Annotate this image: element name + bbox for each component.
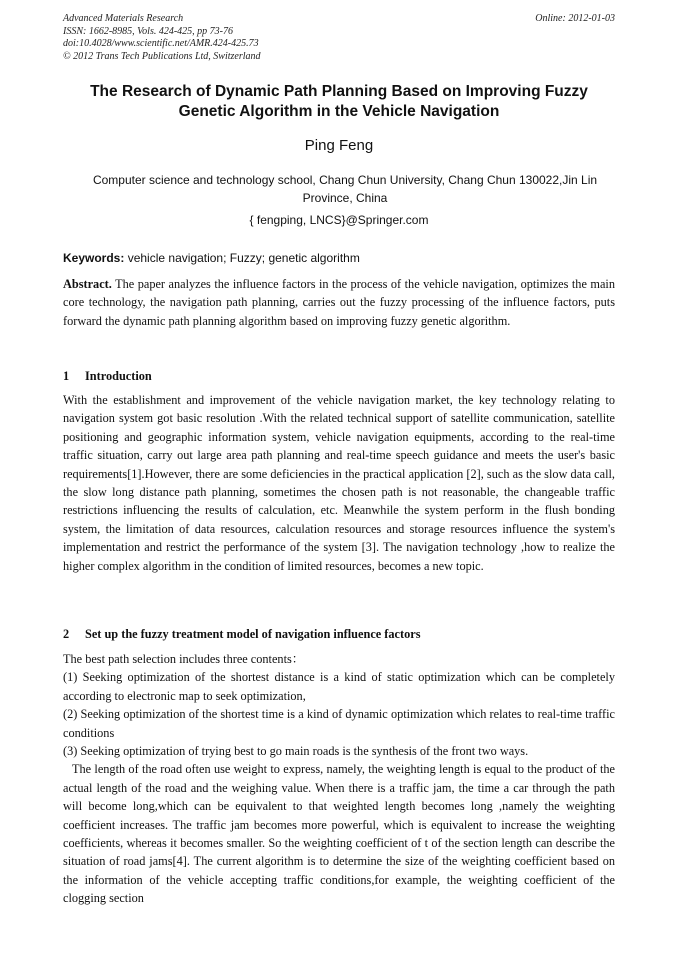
journal-name: Advanced Materials Research [63, 13, 184, 24]
abstract-label: Abstract. [63, 277, 112, 291]
section-heading-introduction [63, 368, 615, 384]
introduction-paragraph: With the establishment and improvement of the vehicle navigation market, the key technology relating to navigation system got basic resolution .With the related technical support of satellite communication, satellite positioning and geographic information system, vehicle navigation equipments, according to the real-time traffic situation, carry out large area path planning and real-time speech guidance and meets the user's basic requirements[1].However, there are some deficiencies in the practical application [2], such as the slow data call, the slow long distance path planning, sometimes the chosen path is not reasonable, the changeable traffic restrictions influencing the results of calculation, etc. Meanwhile the system perform in the flush bonding system, the limitation of data resources, calculation resources and storage resources influence the system's implementation and restrict the performance of the system [3]. The navigation technology ,how to realize the higher complex algorithm in the condition of limited resources, becomes a new topic. [63, 393, 615, 573]
issn-line: ISSN: 1662-8985, Vols. 424-425, pp 73-76 [63, 25, 233, 37]
online-date: Online: 2012-01-03 [535, 13, 615, 24]
list-item: (1) Seeking optimization of the shortest distance is a kind of static optimization which can be completely according to electronic map to seek optimization, [63, 670, 615, 703]
author-name: Ping Feng [304, 137, 374, 154]
paragraph: The best path selection includes three contents： [63, 652, 305, 666]
paragraph: The length of the road often use weight to express, namely, the weighting length is equal to the product of the actual length of the road and the weighing value. When there is a traffic jam, the time a car through the path will become long,which can be equivalent to that weighted length becomes long ,namely the weighting coefficient increases. The traffic jam becomes more powerful, which is equivalent to increase the weighting coefficients, whereas it becomes smaller. So the weighting coefficient of t of the section length can describe the situation of road jams[4]. The current algorithm is to determine the size of the weighting coefficient based on the information of the vehicle accepting traffic conditions,for example, the weighting coefficient of the clogging section [63, 762, 615, 906]
author-affiliation: Computer science and technology school, Chang Chun University, Chang Chun 130022,Jin Lin Province, China [92, 173, 598, 205]
section-heading-fuzzy-model [63, 626, 615, 642]
keywords-text: vehicle navigation; Fuzzy; genetic algorithm [127, 251, 360, 265]
list-item: (2) Seeking optimization of the shortest time is a kind of dynamic optimization which relates to real-time traffic conditions [63, 707, 615, 740]
keywords-label: Keywords: [63, 251, 125, 265]
abstract [63, 275, 615, 330]
abstract-text: The paper analyzes the influence factors in the process of the vehicle navigation, optimizes the main core technology, the navigation path planning, carries out the fuzzy processing of the influence factors, puts forward the dynamic path planning algorithm based on improving fuzzy genetic algorithm. [63, 277, 615, 328]
author-email: { fengping, LNCS}@Springer.com [249, 213, 429, 227]
doi-line: doi:10.4028/www.scientific.net/AMR.424-425.73 [63, 38, 259, 49]
section-number: 2 [63, 627, 70, 641]
keywords-line [63, 250, 615, 266]
section-number: 1 [63, 369, 70, 383]
list-item: (3) Seeking optimization of trying best to go main roads is the synthesis of the front two ways. [63, 744, 529, 759]
paper-title: The Research of Dynamic Path Planning Based on Improving Fuzzy Genetic Algorithm in the Vehicle Navigation [90, 83, 588, 120]
copyright-line: © 2012 Trans Tech Publications Ltd, Switzerland [63, 50, 261, 62]
section-2-body [63, 650, 615, 908]
section-title: Set up the fuzzy treatment model of navigation influence factors [85, 627, 421, 641]
journal-header [63, 13, 615, 63]
section-title: Introduction [85, 369, 152, 383]
